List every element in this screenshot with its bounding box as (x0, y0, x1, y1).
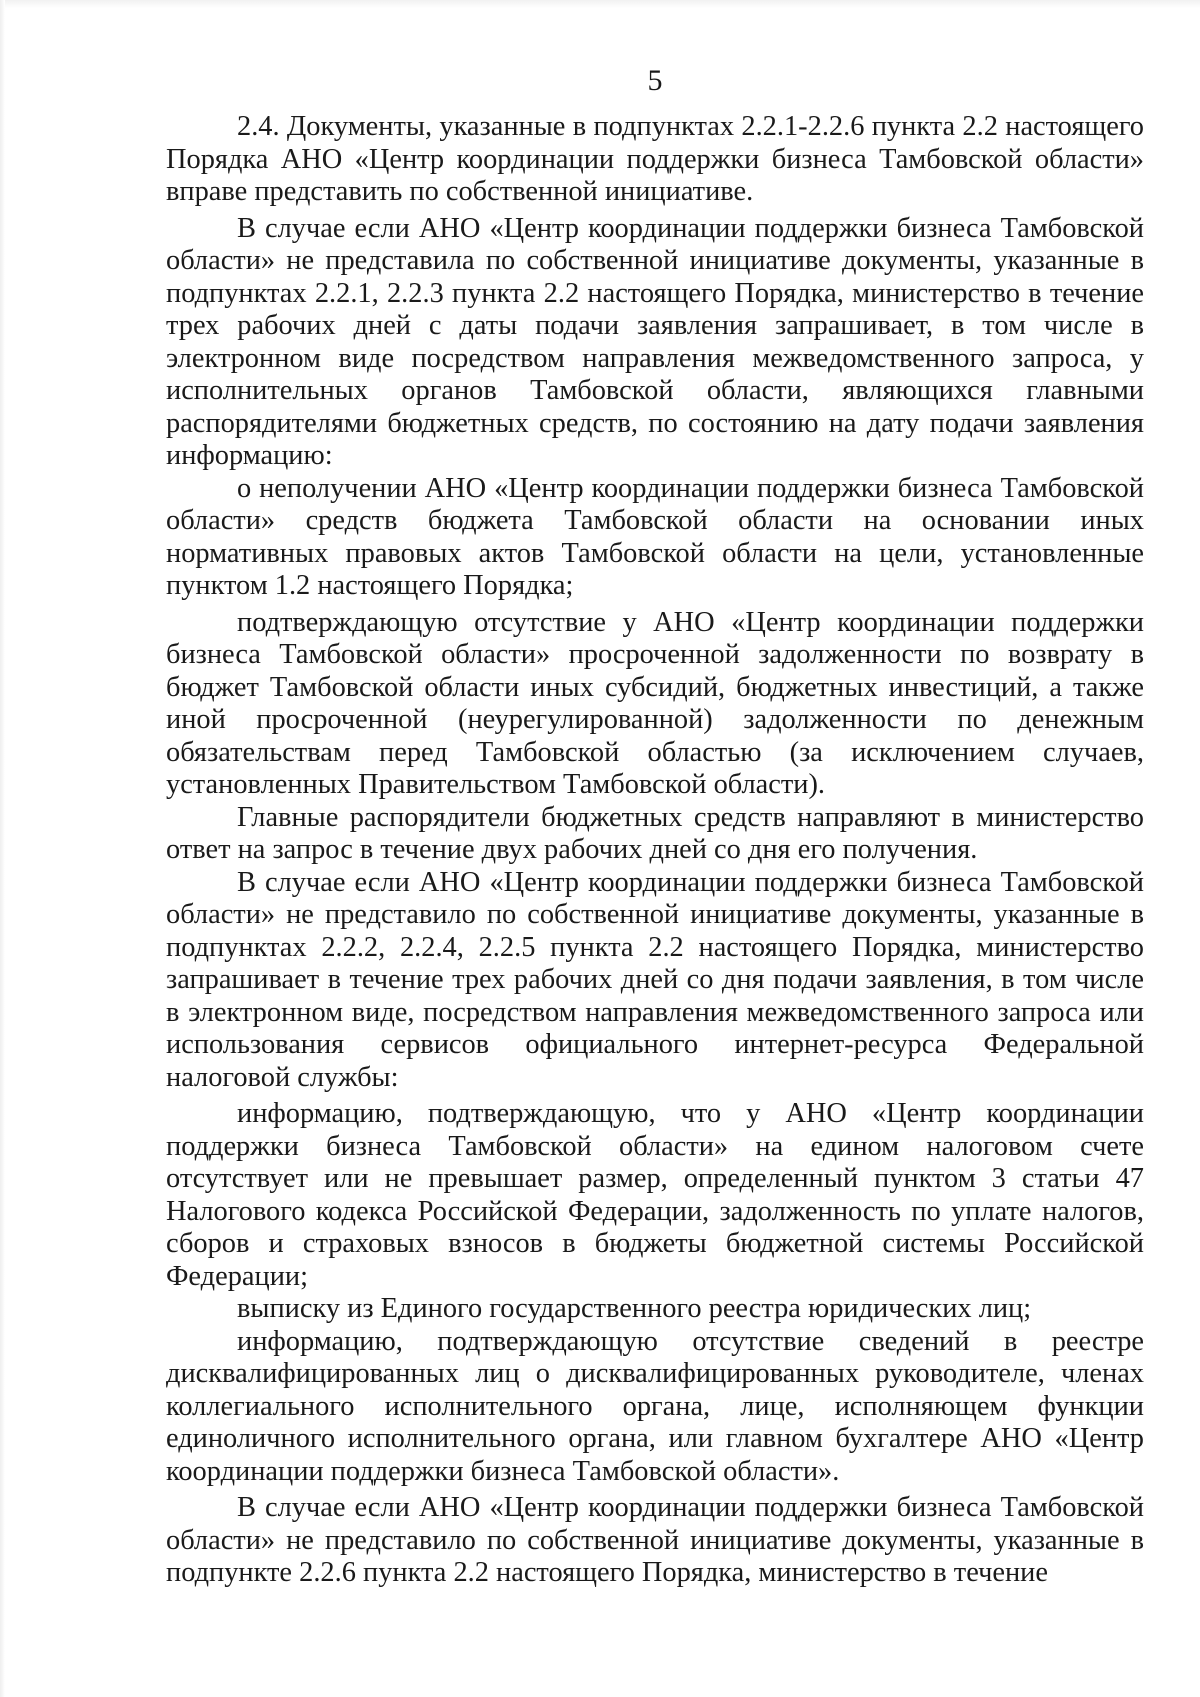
paragraph-request-info: В случае если АНО «Центр координации поддержки бизнеса Тамбовской области» не представила по собственной инициативе документы, указанные в подпунктах 2.2.1, 2.2.3 пункта 2.2 настоящего Порядка, министерство в течение трех рабочих дней с даты подачи заявления запрашивает, в том числе в электронном виде посредством направления межведомственного запроса, у исполнительных органов Тамбовской области, являющихся главными распорядителями бюджетных средств, по состоянию на дату подачи заявления информацию: (166, 212, 1144, 471)
document-body (166, 111, 1144, 1590)
paragraph-2-2-6-request: В случае если АНО «Центр координации поддержки бизнеса Тамбовской области» не представило по собственной инициативе документы, указанные в подпункте 2.2.6 пункта 2.2 настоящего Порядка, министерство в течение (166, 1492, 1144, 1588)
paragraph-2-4: 2.4. Документы, указанные в подпунктах 2.2.1-2.2.6 пункта 2.2 настоящего Порядка АНО «Центр координации поддержки бизнеса Тамбовской области» вправе представить по собственной инициативе. (166, 111, 1144, 207)
paragraph-tax-debt-info: информацию, подтверждающую, что у АНО «Центр координации поддержки бизнеса Тамбовской области» на едином налоговом счете отсутствует или не превышает размер, определенный пунктом 3 статьи 47 Налогового кодекса Российской Федерации, задолженность по уплате налогов, сборов и страховых взносов в бюджеты бюджетной системы Российской Федерации; (166, 1098, 1144, 1292)
paragraph-disqualified-persons: информацию, подтверждающую отсутствие сведений в реестре дисквалифицированных лиц о дисквалифицированных руководителе, членах коллегиального исполнительного органа, лице, исполняющем функции единоличного исполнительного органа, или главном бухгалтере АНО «Центр координации поддержки бизнеса Тамбовской области». (166, 1325, 1144, 1487)
paragraph-non-receipt: о неполучении АНО «Центр координации поддержки бизнеса Тамбовской области» средств бюджета Тамбовской области на основании иных нормативных правовых актов Тамбовской области на цели, установленные пунктом 1.2 настоящего Порядка; (166, 472, 1144, 601)
paragraph-egrul-extract: выписку из Единого государственного реестра юридических лиц; (237, 1293, 1032, 1324)
scan-left-edge (0, 0, 5, 1697)
paragraph-response-deadline: Главные распорядители бюджетных средств направляют в министерство ответ на запрос в течение двух рабочих дней со дня его получения. (166, 801, 1144, 865)
page-number: 5 (647, 64, 663, 97)
scan-top-edge (0, 0, 1200, 8)
paragraph-no-overdue-debt: подтверждающую отсутствие у АНО «Центр координации поддержки бизнеса Тамбовской области» просроченной задолженности по возврату в бюджет Тамбовской области иных субсидий, бюджетных инвестиций, а также иной просроченной (неурегулированной) задолженности по денежным обязательствам перед Тамбовской областью (за исключением случаев, установленных Правительством Тамбовской области). (166, 606, 1144, 800)
paragraph-tax-service-request: В случае если АНО «Центр координации поддержки бизнеса Тамбовской области» не представило по собственной инициативе документы, указанные в подпунктах 2.2.2, 2.2.4, 2.2.5 пункта 2.2 настоящего Порядка, министерство запрашивает в течение трех рабочих дней со дня подачи заявления, в том числе в электронном виде, посредством направления межведомственного запроса или использования сервисов официального интернет-ресурса Федеральной налоговой службы: (166, 866, 1144, 1093)
